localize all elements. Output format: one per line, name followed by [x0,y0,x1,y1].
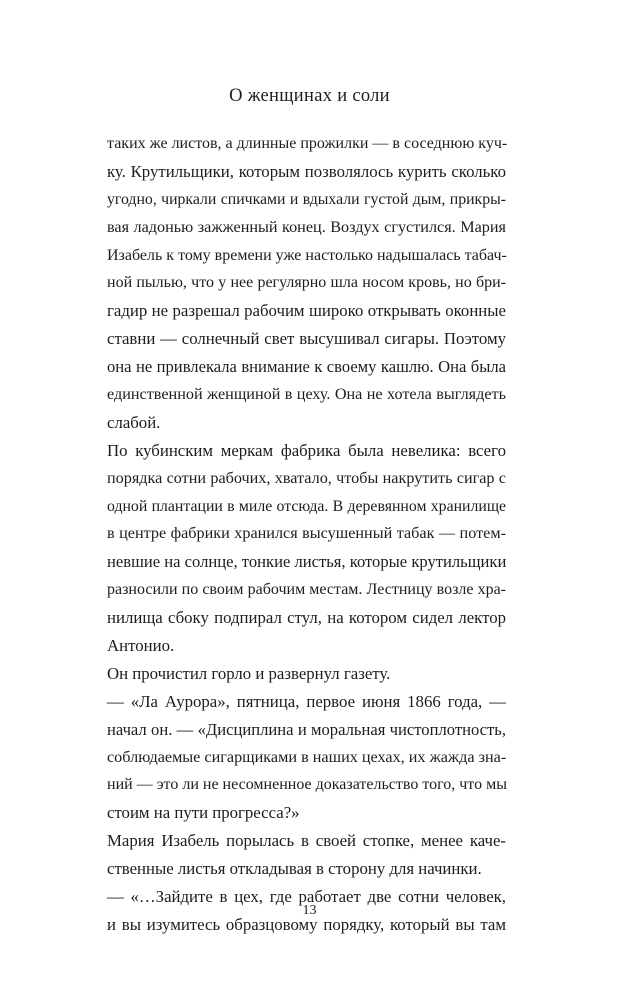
text-line [107,214,506,242]
text-line [107,688,506,716]
text-line-content: слабой. [107,412,161,432]
running-head: О женщинах и соли [229,86,390,106]
text-line [107,799,506,827]
text-line [107,855,506,883]
text-line [107,158,506,186]
text-line [107,465,506,493]
text-line-content: соблюдаемые сигарщиками в наших цехах, их жажда зна- [107,747,507,766]
text-line [107,297,506,325]
text-line-content: Мария Изабель порылась в своей стопке, менее каче- [107,831,506,851]
text-line-content: и вы изумитесь образцовому порядку, который вы там [107,914,506,934]
text-line [107,493,506,521]
text-line-content: Изабель к тому времени уже настолько надышалась табач- [107,246,507,264]
text-line [107,409,506,437]
text-line [107,186,506,214]
text-line-content: — «…Зайдите в цех, где работает две сотни человек, [107,887,506,907]
text-line-content: таких же листов, а длинные прожилки — в соседнюю куч- [107,135,508,152]
text-line-content: Он прочистил горло и развернул газету. [107,663,391,683]
text-line-content: в центре фабрики хранился высушенный табак — потем- [107,524,506,543]
text-line [107,130,506,158]
text-line [107,325,506,353]
text-line-content: одной плантации в миле отсюда. В деревянном хранилище [107,497,506,515]
text-line [107,520,506,548]
text-line [107,827,506,855]
text-line [107,604,506,632]
text-line [107,242,506,270]
text-line-content: стоим на пути прогресса?» [107,803,300,823]
text-line-content: невшие на солнце, тонкие листья, которые крутильщики [107,552,507,572]
text-line-content: ной пылью, что у нее регулярно шла носом кровь, но бри- [107,274,506,292]
text-line-content: вая ладонью зажженный конец. Воздух сгустился. Мария [107,217,506,236]
text-line-content: гадир не разрешал рабочим широко открывать оконные [107,301,506,321]
text-line-content: начал он. — «Дисциплина и моральная чистоплотность, [107,719,506,739]
text-line-content: единственной женщиной в цеху. Она не хотела выглядеть [107,385,506,404]
text-line-content: Антонио. [107,636,175,656]
text-line [107,269,506,297]
text-line [107,353,506,381]
text-line [107,744,506,772]
text-line-content: По кубинским меркам фабрика была невелика: всего [107,440,506,460]
text-line [107,437,506,465]
text-line [107,771,506,799]
text-line [107,632,506,660]
text-line [107,576,506,604]
text-line-content: угодно, чиркали спичками и вдыхали густой дым, прикры- [107,190,506,208]
text-line-content: нилища сбоку подпирал стул, на котором сидел лектор [107,608,506,628]
text-line-content: порядка сотни рабочих, хватало, чтобы накрутить сигар с [107,468,506,487]
text-line-content: ний — это ли не несомненное доказательство того, что мы [107,776,507,794]
text-line-content: — «Ла Аурора», пятница, первое июня 1866 года, — [107,691,506,711]
text-line [107,716,506,744]
text-line [107,660,506,688]
body-text [107,130,506,939]
text-line-content: ку. Крутильщики, которым позволялось курить сколько [107,161,506,181]
text-line-content: разносили по своим рабочим местам. Лестницу возле хра- [107,581,506,599]
page-number: 13 [302,903,317,918]
text-line-content: она не привлекала внимание к своему кашлю. Она была [107,357,506,377]
text-line-content: ственные листья откладывая в сторону для начинки. [107,859,482,879]
text-line-content: ставни — солнечный свет высушивал сигары. Поэтому [107,329,506,349]
text-line [107,548,506,576]
text-line [107,381,506,409]
